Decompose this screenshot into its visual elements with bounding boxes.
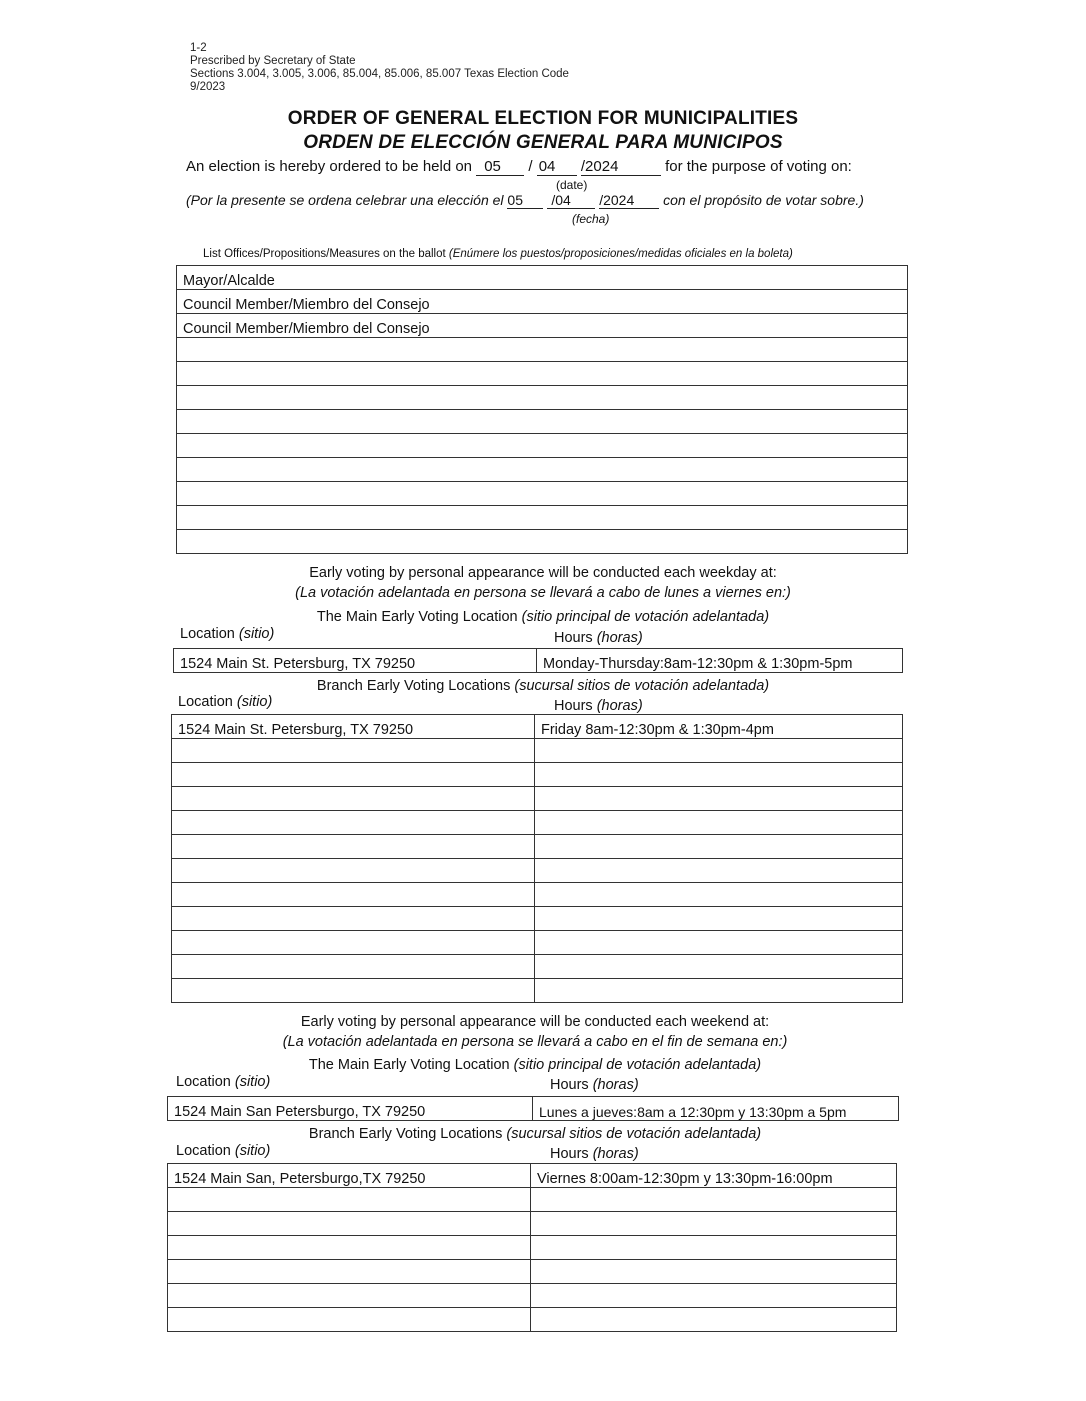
table-row — [172, 955, 903, 979]
weekday-branch-heading — [0, 678, 1086, 694]
location-label-es: (sitio) — [236, 694, 273, 710]
weekend-branch-hours-label — [550, 1146, 639, 1162]
branch-location-cell — [168, 1308, 531, 1332]
table-row — [177, 386, 908, 410]
table-row — [172, 859, 903, 883]
hours-label: Hours — [554, 698, 593, 714]
weekend-main-location-label — [176, 1074, 270, 1090]
order-prefix: An election is hereby ordered to be held on — [186, 158, 473, 175]
prescribed-by: Prescribed by Secretary of State — [190, 55, 356, 67]
table-row — [177, 362, 908, 386]
table-row — [177, 530, 908, 554]
office-cell: Council Member/Miembro del Consejo — [177, 290, 908, 314]
offices-caption-en: List Offices/Propositions/Measures on the ballot — [203, 248, 446, 260]
location-label: Location — [176, 1143, 231, 1159]
date-caption: (date) — [556, 178, 588, 192]
table-row — [168, 1097, 899, 1121]
revision-date: 9/2023 — [190, 81, 226, 93]
branch-location-cell — [168, 1236, 531, 1260]
branch-hours-cell: Friday 8am-12:30pm & 1:30pm-4pm — [535, 715, 903, 739]
branch-hours-cell — [531, 1284, 897, 1308]
order-suffix-es: con el propósito de votar sobre.) — [663, 192, 864, 208]
branch-location-cell — [168, 1212, 531, 1236]
office-cell — [177, 410, 908, 434]
location-label: Location — [178, 694, 233, 710]
branch-location-cell — [172, 931, 535, 955]
table-row — [177, 434, 908, 458]
weekend-main-location: 1524 Main San Petersburgo, TX 79250 — [168, 1097, 533, 1121]
order-month: 05 — [476, 158, 524, 176]
table-row — [172, 835, 903, 859]
weekday-main-heading — [0, 609, 1086, 625]
weekend-main-table — [167, 1096, 899, 1121]
form-header — [190, 42, 569, 94]
weekend-heading-es: (La votación adelantada en persona se llevará a cabo en el fin de semana en:) — [282, 1034, 788, 1050]
table-row — [168, 1284, 897, 1308]
order-line-english: An election is hereby ordered to be held on 05 / 04 /2024 for the purpose of voting on: — [186, 158, 852, 175]
office-cell: Mayor/Alcalde — [177, 266, 908, 290]
weekend-branch-heading — [0, 1126, 1078, 1142]
form-number: 1-2 — [190, 42, 207, 54]
statute-sections: Sections 3.004, 3.005, 3.006, 85.004, 85.006, 85.007 Texas Election Code — [190, 68, 569, 80]
hours-label-es: (horas) — [592, 1077, 639, 1093]
branch-location-cell — [172, 883, 535, 907]
table-row — [172, 811, 903, 835]
branch-hours-cell — [535, 811, 903, 835]
location-label-es: (sitio) — [238, 626, 275, 642]
table-row — [168, 1260, 897, 1284]
branch-hours-cell — [535, 883, 903, 907]
order-day: 04 — [537, 158, 577, 176]
weekend-main-hours-label — [550, 1077, 639, 1093]
offices-caption — [203, 248, 793, 260]
branch-location-cell: 1524 Main St. Petersburg, TX 79250 — [172, 715, 535, 739]
branch-hours-cell: Viernes 8:00am-12:30pm y 13:30pm-16:00pm — [531, 1164, 897, 1188]
order-day-es: /04 — [547, 192, 595, 209]
branch-location-cell — [172, 811, 535, 835]
weekend-branch-table — [167, 1163, 897, 1332]
branch-hours-cell — [531, 1308, 897, 1332]
branch-hours-cell — [535, 787, 903, 811]
order-prefix-es: (Por la presente se ordena celebrar una elección el — [186, 192, 504, 208]
order-suffix: for the purpose of voting on: — [665, 158, 852, 175]
hours-label-es: (horas) — [596, 698, 643, 714]
weekday-branch-location-label — [178, 694, 272, 710]
hours-label: Hours — [554, 630, 593, 646]
order-month-es: 05 — [507, 192, 543, 209]
weekday-main-table — [173, 648, 903, 673]
title-english: ORDER OF GENERAL ELECTION FOR MUNICIPALITIES — [287, 108, 799, 129]
weekday-heading-es: (La votación adelantada en persona se llevará a cabo de lunes a viernes en:) — [295, 585, 791, 601]
office-cell — [177, 434, 908, 458]
table-row — [168, 1308, 897, 1332]
branch-hours-cell — [535, 835, 903, 859]
branch-hours-cell — [535, 859, 903, 883]
office-cell — [177, 362, 908, 386]
weekday-branch-heading-es: (sucursal sitios de votación adelantada) — [514, 678, 770, 694]
table-row — [172, 715, 903, 739]
order-year: /2024 — [581, 158, 661, 176]
branch-location-cell — [168, 1284, 531, 1308]
weekday-main-hours: Monday-Thursday:8am-12:30pm & 1:30pm-5pm — [537, 649, 903, 673]
table-row — [177, 266, 908, 290]
branch-hours-cell — [531, 1260, 897, 1284]
branch-hours-cell — [531, 1236, 897, 1260]
branch-hours-cell — [531, 1212, 897, 1236]
office-cell — [177, 458, 908, 482]
table-row — [168, 1164, 897, 1188]
weekend-heading: Early voting by personal appearance will be conducted each weekend at: — [300, 1014, 770, 1030]
weekday-main-location-label — [180, 626, 274, 642]
title-spanish: ORDEN DE ELECCIÓN GENERAL PARA MUNICIPOS — [303, 132, 783, 153]
table-row — [177, 314, 908, 338]
branch-hours-cell — [531, 1188, 897, 1212]
hours-label: Hours — [550, 1077, 589, 1093]
weekend-main-heading-es: (sitio principal de votación adelantada) — [513, 1057, 762, 1073]
table-row — [168, 1236, 897, 1260]
order-line-spanish — [186, 192, 864, 209]
weekend-branch-heading-es: (sucursal sitios de votación adelantada) — [506, 1126, 762, 1142]
office-cell — [177, 482, 908, 506]
fecha-caption: (fecha) — [572, 212, 610, 226]
office-cell — [177, 386, 908, 410]
office-cell: Council Member/Miembro del Consejo — [177, 314, 908, 338]
branch-location-cell — [172, 907, 535, 931]
weekend-main-hours: Lunes a jueves:8am a 12:30pm y 13:30pm a 5pm — [533, 1097, 899, 1121]
weekday-main-heading-es: (sitio principal de votación adelantada) — [521, 609, 770, 625]
branch-location-cell — [172, 739, 535, 763]
table-row — [177, 290, 908, 314]
hours-label-es: (horas) — [592, 1146, 639, 1162]
branch-location-cell — [172, 835, 535, 859]
branch-hours-cell — [535, 979, 903, 1003]
location-label-es: (sitio) — [234, 1074, 271, 1090]
branch-location-cell — [172, 859, 535, 883]
branch-location-cell — [168, 1260, 531, 1284]
table-row — [172, 907, 903, 931]
office-cell — [177, 506, 908, 530]
office-cell — [177, 530, 908, 554]
branch-location-cell — [172, 787, 535, 811]
weekend-main-heading-en: The Main Early Voting Location — [308, 1057, 510, 1073]
table-row — [177, 506, 908, 530]
table-row — [172, 739, 903, 763]
table-row — [177, 410, 908, 434]
branch-location-cell — [172, 979, 535, 1003]
location-label-es: (sitio) — [234, 1143, 271, 1159]
weekday-branch-table — [171, 714, 903, 1003]
offices-table — [176, 265, 908, 554]
table-row — [172, 979, 903, 1003]
weekday-main-location: 1524 Main St. Petersburg, TX 79250 — [174, 649, 537, 673]
weekday-main-heading-en: The Main Early Voting Location — [316, 609, 518, 625]
table-row — [174, 649, 903, 673]
office-cell — [177, 338, 908, 362]
branch-location-cell — [172, 955, 535, 979]
branch-location-cell — [168, 1188, 531, 1212]
table-row — [177, 482, 908, 506]
location-label: Location — [180, 626, 235, 642]
branch-hours-cell — [535, 739, 903, 763]
weekday-branch-hours-label — [554, 698, 643, 714]
branch-hours-cell — [535, 763, 903, 787]
weekday-branch-heading-en: Branch Early Voting Locations — [316, 678, 511, 694]
branch-hours-cell — [535, 955, 903, 979]
offices-caption-es: (Enúmere los puestos/proposiciones/medidas oficiales en la boleta) — [448, 248, 793, 260]
weekend-main-heading — [0, 1057, 1078, 1073]
branch-location-cell: 1524 Main San, Petersburgo,TX 79250 — [168, 1164, 531, 1188]
branch-location-cell — [172, 763, 535, 787]
order-year-es: /2024 — [599, 192, 659, 209]
table-row — [177, 338, 908, 362]
branch-hours-cell — [535, 931, 903, 955]
table-row — [168, 1212, 897, 1236]
hours-label-es: (horas) — [596, 630, 643, 646]
table-row — [168, 1188, 897, 1212]
table-row — [172, 787, 903, 811]
weekday-main-hours-label — [554, 630, 643, 646]
table-row — [177, 458, 908, 482]
table-row — [172, 763, 903, 787]
hours-label: Hours — [550, 1146, 589, 1162]
branch-hours-cell — [535, 907, 903, 931]
location-label: Location — [176, 1074, 231, 1090]
weekend-branch-heading-en: Branch Early Voting Locations — [308, 1126, 503, 1142]
weekend-branch-location-label — [176, 1143, 270, 1159]
table-row — [172, 883, 903, 907]
table-row — [172, 931, 903, 955]
weekday-heading: Early voting by personal appearance will be conducted each weekday at: — [309, 565, 777, 581]
